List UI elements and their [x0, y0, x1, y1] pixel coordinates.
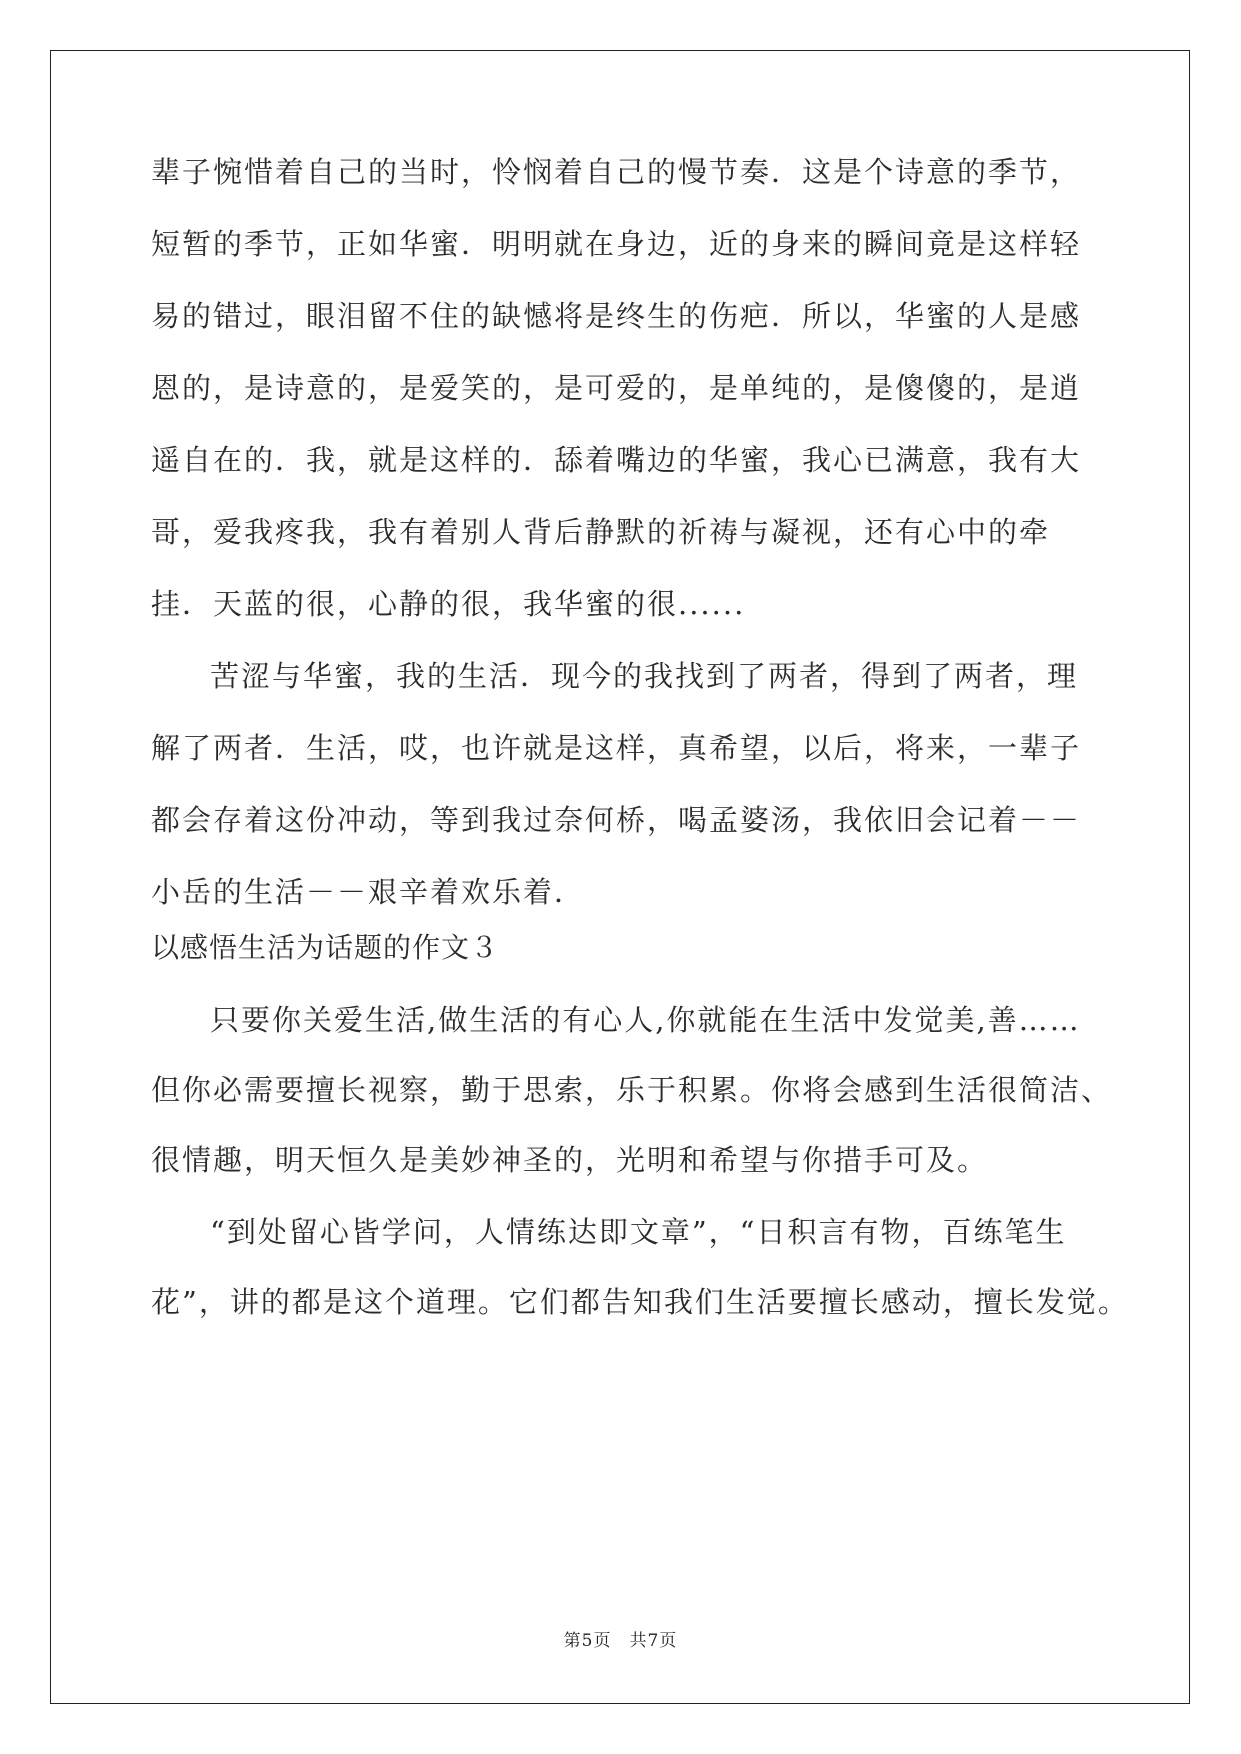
paragraph-line: 遥自在的．我，就是这样的．舔着嘴边的华蜜，我心已满意，我有大 — [151, 443, 1082, 477]
paragraph-line: 很情趣，明天恒久是美妙神圣的，光明和希望与你措手可及。 — [151, 1143, 989, 1177]
paragraph-line: 挂．天蓝的很，心静的很，我华蜜的很...... — [151, 587, 746, 621]
paragraph-line: 都会存着这份冲动，等到我过奈何桥，喝孟婆汤，我依旧会记着－－ — [151, 803, 1082, 837]
paragraph-line: 解了两者．生活，哎，也许就是这样，真希望，以后，将来，一辈子 — [151, 731, 1082, 765]
paragraph-line: 小岳的生活－－艰辛着欢乐着． — [151, 875, 586, 909]
paragraph-line: 易的错过，眼泪留不住的缺憾将是终生的伤疤．所以，华蜜的人是感 — [151, 299, 1082, 333]
paragraph-line: 恩的，是诗意的，是爱笑的，是可爱的，是单纯的，是傻傻的，是逍 — [151, 371, 1082, 405]
paragraph-line: 只要你关爱生活,做生活的有心人,你就能在生活中发觉美,善…… — [210, 1003, 1081, 1037]
page-number-footer: 第5页 共7页 — [563, 1631, 678, 1651]
section-heading: 以感悟生活为话题的作文３ — [151, 931, 500, 964]
paragraph-line: 但你必需要擅长视察，勤于思索，乐于积累。你将会感到生活很简洁、 — [151, 1073, 1113, 1107]
paragraph-line: 短暂的季节，正如华蜜．明明就在身边，近的身来的瞬间竟是这样轻 — [151, 227, 1082, 261]
paragraph-line: 苦涩与华蜜，我的生活．现今的我找到了两者，得到了两者，理 — [210, 659, 1079, 693]
paragraph-line: 哥，爱我疼我，我有着别人背后静默的祈祷与凝视，还有心中的牵 — [151, 515, 1051, 549]
paragraph-line: “到处留心皆学问，人情练达即文章”，“日积言有物，百练笔生 — [210, 1215, 1067, 1249]
paragraph-line: 辈子惋惜着自己的当时，怜悯着自己的慢节奏．这是个诗意的季节， — [151, 155, 1082, 189]
paragraph-line: 花”，讲的都是这个道理。它们都告知我们生活要擅长感动，擅长发觉。 — [151, 1285, 1129, 1319]
